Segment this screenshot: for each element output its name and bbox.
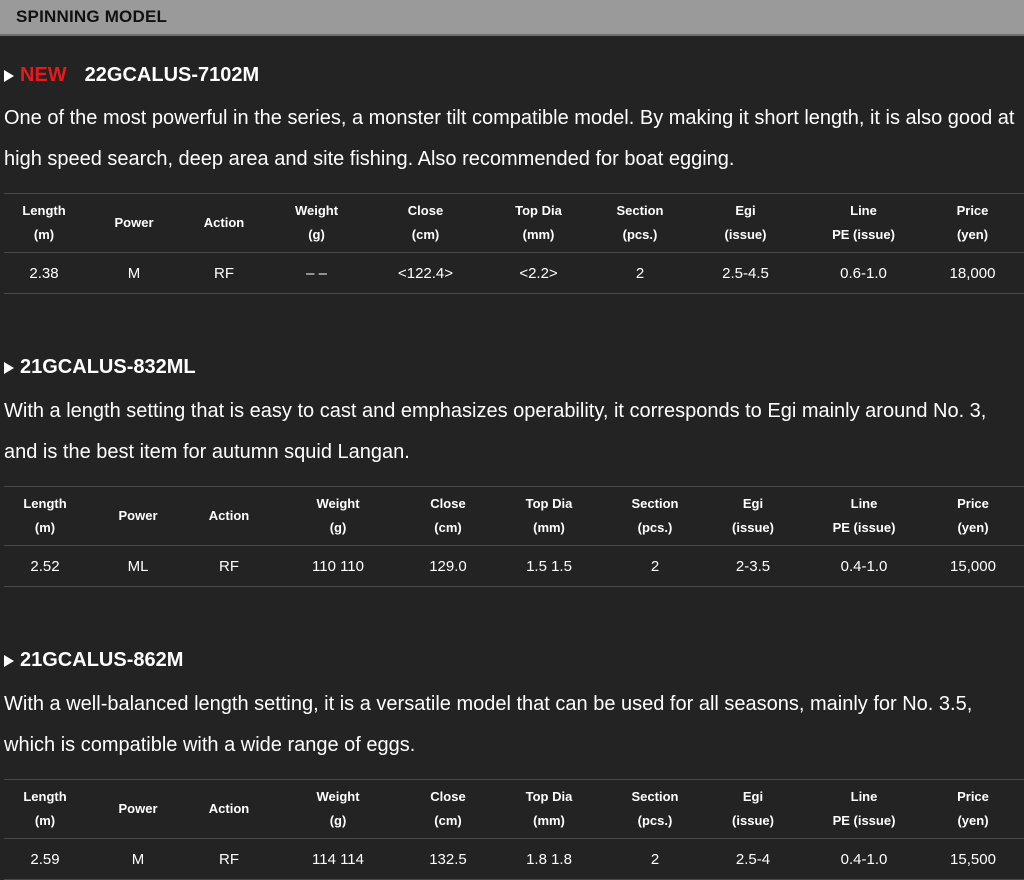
model-title [4, 62, 259, 88]
column-header [190, 780, 268, 839]
column-header-unit: (g) [329, 813, 347, 828]
table-cell: 110 110 [268, 546, 408, 587]
column-header-label: Egi [742, 496, 764, 511]
table-cell: 0.6-1.0 [806, 253, 921, 294]
table-cell: 15,000 [922, 546, 1024, 587]
column-header [595, 194, 685, 253]
table-cell: 114 114 [268, 839, 408, 880]
column-header-label: Top Dia [525, 789, 573, 804]
column-header [184, 194, 264, 253]
column-header-label: Line [850, 203, 877, 218]
table-cell: ML [86, 546, 190, 587]
column-header-unit: (pcs.) [637, 813, 673, 828]
column-header [268, 487, 408, 546]
column-header-label: Weight [294, 203, 339, 218]
table-cell: 0.4-1.0 [806, 546, 922, 587]
column-header-label: Length [22, 203, 66, 218]
column-header-label: Length [23, 496, 67, 511]
column-header [921, 194, 1024, 253]
table-cell: 0.4-1.0 [806, 839, 922, 880]
column-header [806, 780, 922, 839]
spec-table [4, 779, 1024, 880]
table-row [4, 253, 1024, 294]
column-header-label: Egi [742, 789, 764, 804]
column-header-label: Egi [735, 203, 756, 218]
column-header-label: Weight [316, 496, 360, 511]
column-header [4, 780, 86, 839]
table-cell: 2 [610, 839, 700, 880]
column-header-label: Power [118, 508, 158, 523]
column-header-unit: (yen) [957, 813, 989, 828]
column-header [922, 487, 1024, 546]
table-header-row [4, 487, 1024, 546]
column-header [4, 194, 84, 253]
column-header-unit: (pcs.) [637, 520, 673, 535]
model-description: With a well-balanced length setting, it is a versatile model that can be used for all seasons, mainly for No. 3.5, which is compatible with a wide range of eggs. [4, 693, 973, 756]
spec-table [4, 193, 1024, 294]
column-header [685, 194, 806, 253]
table-cell: 2 [610, 546, 700, 587]
column-header-label: Section [631, 496, 679, 511]
table-cell: RF [184, 253, 264, 294]
table-header-row [4, 194, 1024, 253]
column-header-unit: (m) [34, 520, 56, 535]
model-name: 22GCALUS-7102M [84, 63, 260, 86]
column-header-label: Close [430, 789, 466, 804]
column-header-label: Price [957, 789, 989, 804]
table-cell: <2.2> [482, 253, 595, 294]
table-cell: RF [190, 546, 268, 587]
column-header-label: Length [23, 789, 67, 804]
column-header [369, 194, 482, 253]
table-cell: 18,000 [921, 253, 1024, 294]
section-header [0, 0, 1024, 36]
column-header [86, 487, 190, 546]
column-header [264, 194, 369, 253]
column-header-unit: (issue) [724, 227, 767, 242]
column-header-unit: (mm) [533, 813, 565, 828]
column-header [190, 487, 268, 546]
table-cell: 132.5 [408, 839, 488, 880]
column-header [84, 194, 184, 253]
column-header [4, 487, 86, 546]
model-title [4, 354, 196, 380]
column-header-label: Section [631, 789, 679, 804]
column-header [408, 487, 488, 546]
column-header [482, 194, 595, 253]
column-header-unit: (m) [34, 813, 56, 828]
table-cell: M [86, 839, 190, 880]
table-cell: 2.38 [4, 253, 84, 294]
table-cell: 2.59 [4, 839, 86, 880]
model-description: With a length setting that is easy to cast and emphasizes operability, it corresponds to Egi mainly around No. 3, and is the best item for autumn squid Langan. [4, 400, 987, 463]
column-header-label: Power [118, 801, 158, 816]
column-header-label: Close [407, 203, 444, 218]
column-header-label: Power [114, 215, 154, 230]
column-header-label: Action [208, 508, 250, 523]
table-header-row [4, 780, 1024, 839]
column-header-unit: (cm) [411, 227, 440, 242]
column-header-unit: (m) [33, 227, 55, 242]
column-header-unit: (g) [329, 520, 347, 535]
column-header [268, 780, 408, 839]
column-header-label: Price [957, 496, 989, 511]
column-header-label: Section [616, 203, 664, 218]
triangle-right-icon [4, 655, 14, 667]
column-header [700, 780, 806, 839]
table-cell: 2.52 [4, 546, 86, 587]
column-header-unit: (mm) [522, 227, 555, 242]
column-header-unit: (yen) [957, 520, 989, 535]
column-header [610, 487, 700, 546]
table-row [4, 839, 1024, 880]
model-title [4, 647, 183, 673]
table-cell: <122.4> [369, 253, 482, 294]
column-header [610, 780, 700, 839]
model-description: One of the most powerful in the series, a monster tilt compatible model. By making it short length, it is also good at high speed search, deep area and site fishing. Also recommended for boat egging. [4, 107, 1015, 170]
column-header-label: Action [203, 215, 245, 230]
column-header-unit: (cm) [434, 813, 462, 828]
column-header-label: Price [956, 203, 989, 218]
column-header-unit: PE (issue) [832, 813, 896, 828]
table-cell: 2.5-4.5 [685, 253, 806, 294]
table-cell: 2.5-4 [700, 839, 806, 880]
column-header-unit: (mm) [533, 520, 565, 535]
table-cell: RF [190, 839, 268, 880]
column-header [86, 780, 190, 839]
column-header [488, 780, 610, 839]
triangle-right-icon [4, 70, 14, 82]
column-header-label: Line [850, 496, 878, 511]
column-header-unit: PE (issue) [832, 520, 896, 535]
model-name: 21GCALUS-832ML [20, 355, 196, 378]
column-header-label: Top Dia [525, 496, 573, 511]
column-header-unit: (g) [308, 227, 325, 242]
column-header [700, 487, 806, 546]
column-header-label: Action [208, 801, 250, 816]
column-header-unit: (issue) [732, 520, 774, 535]
column-header [806, 194, 921, 253]
table-cell: 2-3.5 [700, 546, 806, 587]
table-row [4, 546, 1024, 587]
table-cell: 129.0 [408, 546, 488, 587]
table-cell: 1.5 1.5 [488, 546, 610, 587]
table-cell: 1.8 1.8 [488, 839, 610, 880]
table-cell: – – [264, 253, 369, 294]
column-header-label: Top Dia [515, 203, 562, 218]
new-badge: NEW [20, 63, 67, 86]
column-header-unit: (issue) [732, 813, 774, 828]
column-header-unit: (yen) [956, 227, 989, 242]
column-header-unit: (pcs.) [622, 227, 658, 242]
column-header-label: Close [430, 496, 466, 511]
column-header-unit: (cm) [434, 520, 462, 535]
triangle-right-icon [4, 362, 14, 374]
table-cell: M [84, 253, 184, 294]
spec-table [4, 486, 1024, 587]
column-header-label: Weight [316, 789, 360, 804]
column-header [408, 780, 488, 839]
column-header [488, 487, 610, 546]
table-cell: 15,500 [922, 839, 1024, 880]
model-name: 21GCALUS-862M [20, 648, 184, 671]
table-cell: 2 [595, 253, 685, 294]
section-title: SPINNING MODEL [16, 7, 168, 26]
column-header-label: Line [850, 789, 878, 804]
column-header [806, 487, 922, 546]
column-header-unit: PE (issue) [832, 227, 895, 242]
column-header [922, 780, 1024, 839]
